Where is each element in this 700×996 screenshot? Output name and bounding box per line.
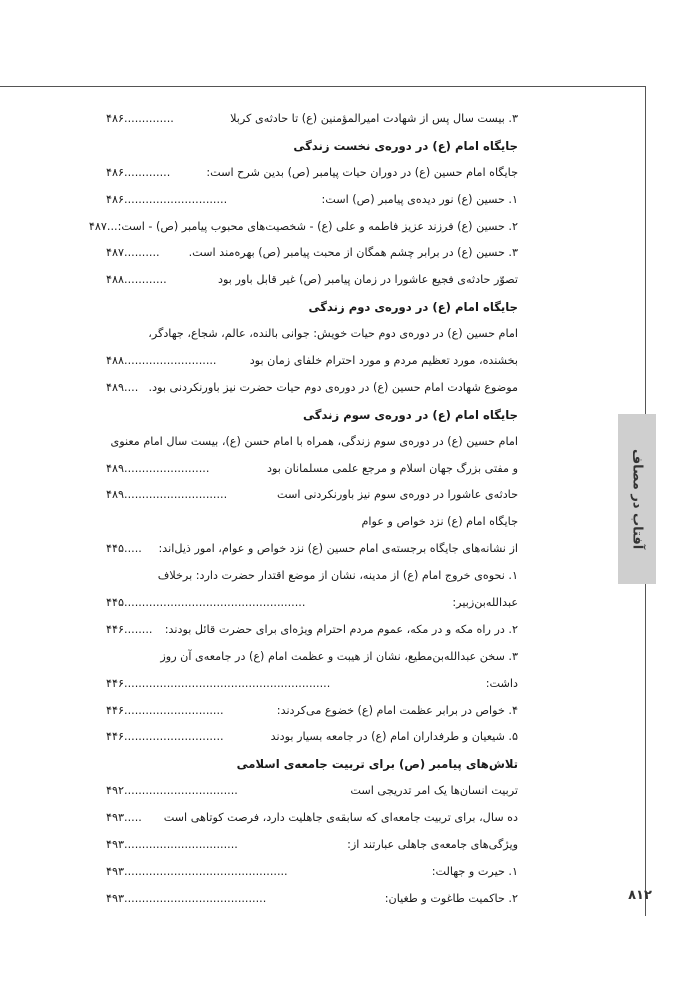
toc-entry[interactable]: [106, 160, 518, 187]
toc-entry[interactable]: [106, 805, 518, 832]
toc-entry-title: ۱. حیرت و جهالت:: [431, 864, 518, 878]
toc-entry[interactable]: [106, 590, 518, 617]
toc-entry-title: حادثه‌ی عاشورا در دوره‌ی سوم نیز باورنکردنی است: [276, 488, 518, 502]
toc-entry[interactable]: [106, 617, 518, 644]
toc-entry-page: ۴۸۸..........................: [106, 354, 217, 368]
toc-entry-continued[interactable]: جایگاه امام (ع) نزد خواص و عوام: [361, 515, 518, 529]
toc-entry[interactable]: [106, 375, 518, 402]
toc-entry[interactable]: [88, 214, 518, 241]
toc-entry-page: ۴۴۶............................: [106, 730, 224, 744]
toc-entry[interactable]: [106, 698, 518, 725]
toc-entry-title: ۲. در راه مکه و در مکه، عموم مردم احترام ویژه‌ای برای حضرت قائل بودند:: [164, 622, 518, 636]
toc-entry-page: ۴۹۳................................: [106, 838, 238, 852]
toc-entry-title: و مفتی بزرگ جهان اسلام و مرجع علمی مسلمانان بود: [266, 461, 518, 475]
toc-entry-page: ۴۸۶.............................: [106, 192, 228, 206]
toc-entry-title: ۴. خواص در برابر عظمت امام (ع) خضوع می‌کردند:: [276, 703, 518, 717]
toc-entry-title: داشت:: [485, 676, 518, 690]
chapter-side-tab-label: آفتاب در مصاف: [629, 448, 645, 550]
toc-entry-title: ۵. شیعیان و طرفداران امام (ع) در جامعه بسیار بودند: [270, 730, 518, 744]
toc-entry-page: ۴۸۶..............: [106, 112, 174, 125]
toc-entry-page: ۴۸۶.............: [106, 165, 171, 179]
toc-entry-continued[interactable]: امام حسین (ع) در دوره‌ی دوم حیات خویش: جوانی بالنده، عالم، شجاع، جهادگر،: [148, 327, 518, 341]
toc-entry[interactable]: [106, 240, 518, 267]
toc-entry[interactable]: [106, 106, 518, 133]
page-number: ۸۱۲: [628, 888, 652, 903]
toc-entry[interactable]: [106, 348, 518, 375]
toc-entry[interactable]: [106, 267, 518, 294]
toc-entry-continued[interactable]: امام حسین (ع) در دوره‌ی سوم زندگی، همراه با امام حسن (ع)، بیست سال امام معنوی: [110, 434, 518, 448]
toc-entry-title: ۳. بیست سال پس از شهادت امیرالمؤمنین (ع) تا حادثه‌ی کربلا: [230, 112, 518, 125]
toc-entry[interactable]: [106, 456, 518, 483]
toc-entry-title: عبدالله‌بن‌زبیر:: [452, 596, 518, 610]
toc-entry[interactable]: [106, 482, 518, 509]
toc-entry-title: از نشانه‌های جایگاه برجسته‌ی امام حسین (ع) نزد خواص و عوام، امور ذیل‌اند:: [158, 542, 518, 556]
toc-entry-page: ۴۸۹.............................: [106, 488, 228, 502]
toc-entry-continued[interactable]: ۳. سخن عبدالله‌بن‌مطیع، نشان از هیبت و عظمت امام (ع) در جامعه‌ی آن روز: [160, 649, 518, 663]
toc-entry-page: ۴۴۵...................................................: [106, 596, 306, 610]
toc-entry-title: تصوّر حادثه‌ی فجیع عاشورا در زمان پیامبر (ص) غیر قابل باور بود: [218, 273, 518, 287]
toc-entry-title: ده سال، برای تربیت جامعه‌ای که سابقه‌ی جاهلیت دارد، فرصت کوتاهی است: [163, 811, 518, 825]
toc-entry[interactable]: [106, 886, 518, 913]
toc-entry-page: ۴۴۶..........................................................: [106, 676, 331, 690]
toc-entry-page: ۴۸۷..........: [106, 246, 160, 260]
toc-entry[interactable]: [106, 536, 518, 563]
toc-entry[interactable]: [106, 724, 518, 751]
toc-entry[interactable]: [106, 832, 518, 859]
toc-entry-title: تربیت انسان‌ها یک امر تدریجی است: [350, 784, 518, 798]
toc-entry-title: جایگاه امام حسین (ع) در دوران حیات پیامبر (ص) بدین شرح است:: [206, 165, 518, 179]
toc-entry-page: ۴۹۲................................: [106, 784, 238, 798]
chapter-side-tab: [618, 414, 656, 584]
toc-entry-title: ۳. حسین (ع) در برابر چشم همگان از محبت پیامبر (ص) بهره‌مند است.: [188, 246, 518, 260]
toc-entry-page: ۴۴۶............................: [106, 703, 224, 717]
toc-entry-title: ویژگی‌های جامعه‌ی جاهلی عبارتند از:: [347, 838, 518, 852]
page-frame-top-border: [0, 86, 646, 87]
toc-entry-page: ۴۹۳.....: [106, 811, 142, 825]
toc-entry-page: ۴۸۷...: [88, 219, 118, 233]
toc-entry-page: ۴۴۵.....: [106, 542, 142, 556]
toc-section-heading[interactable]: جایگاه امام (ع) در دوره‌ی دوم زندگی: [308, 300, 518, 315]
toc-entry[interactable]: [106, 671, 518, 698]
toc-section-heading[interactable]: جایگاه امام (ع) در دوره‌ی سوم زندگی: [302, 407, 518, 422]
toc-entry-page: ۴۹۳..............................................: [106, 864, 288, 878]
toc-section-heading[interactable]: جایگاه امام (ع) در دوره‌ی نخست زندگی: [293, 138, 518, 153]
table-of-contents: [88, 106, 518, 913]
toc-entry[interactable]: [106, 187, 518, 214]
toc-entry-title: ۱. حسین (ع) نور دیده‌ی پیامبر (ص) است:: [321, 192, 518, 206]
toc-entry-title: ۲. حسین (ع) فرزند عزیز فاطمه و علی (ع) - شخصیت‌های محبوب پیامبر (ص) - است:: [117, 219, 518, 233]
toc-entry[interactable]: [106, 859, 518, 886]
toc-entry-page: ۴۴۶........: [106, 622, 153, 636]
toc-entry[interactable]: [106, 778, 518, 805]
toc-section-heading[interactable]: تلاش‌های پیامبر (ص) برای تربیت جامعه‌ی اسلامی: [236, 757, 518, 772]
toc-entry-page: ۴۸۹....: [106, 380, 139, 394]
toc-entry-page: ۴۹۳........................................: [106, 891, 267, 905]
toc-entry-page: ۴۸۹........................: [106, 461, 210, 475]
toc-entry-title: بخشنده، مورد تعظیم مردم و مورد احترام خلفای زمان بود: [249, 354, 518, 368]
toc-entry-page: ۴۸۸............: [106, 273, 167, 287]
toc-entry-title: ۲. حاکمیت طاغوت و طغیان:: [384, 891, 518, 905]
toc-entry-title: موضوع شهادت امام حسین (ع) در دوره‌ی دوم حیات حضرت نیز باورنکردنی بود.: [148, 380, 518, 394]
toc-entry-continued[interactable]: ۱. نحوه‌ی خروج امام (ع) از مدینه، نشان از موضع اقتدار حضرت دارد: برخلاف: [157, 569, 518, 583]
